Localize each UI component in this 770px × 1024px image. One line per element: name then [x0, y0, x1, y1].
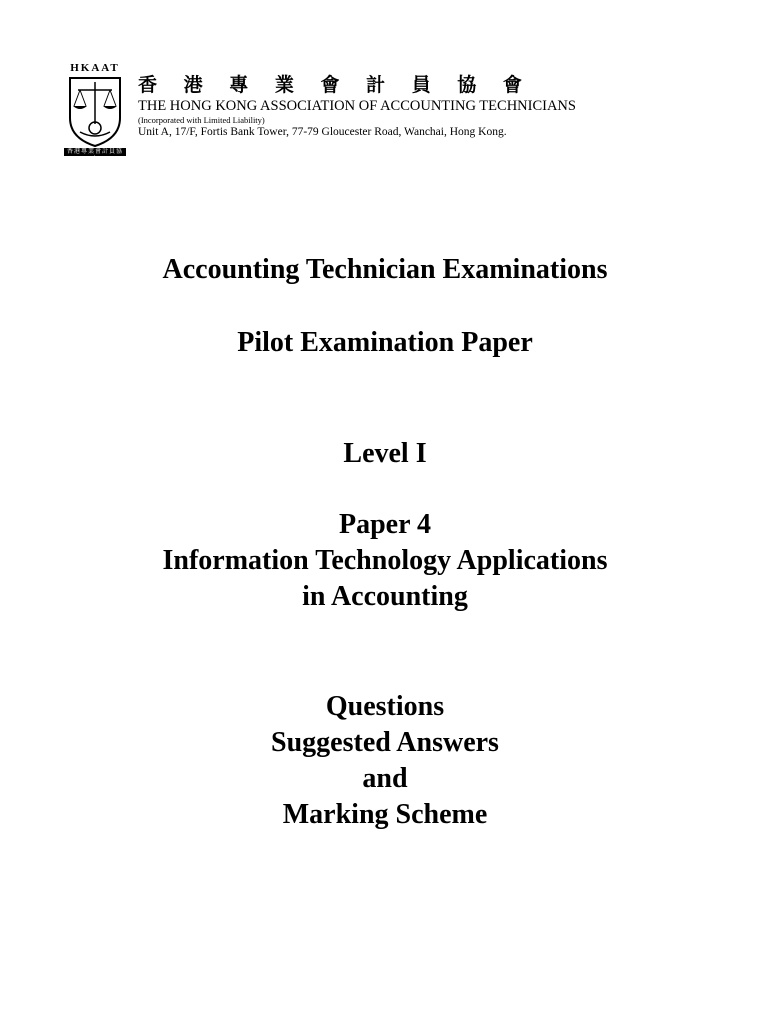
contents-line-3: and	[362, 763, 408, 794]
logo-text: HKAAT	[70, 62, 120, 74]
hkaat-logo	[64, 62, 128, 163]
organization-address: Unit A, 17/F, Fortis Bank Tower, 77-79 Gloucester Road, Wanchai, Hong Kong.	[138, 126, 507, 138]
subject-line-2: in Accounting	[302, 581, 468, 612]
organization-name-chinese: 香 港 專 業 會 計 員 協 會	[138, 74, 532, 96]
level-label: Level I	[343, 438, 427, 469]
organization-name-english: THE HONG KONG ASSOCIATION OF ACCOUNTING TECHNICIANS	[138, 98, 576, 114]
exam-title: Accounting Technician Examinations	[162, 254, 608, 285]
scales-crest-icon	[66, 74, 124, 148]
contents-line-2: Suggested Answers	[271, 727, 499, 758]
logo-stamp: 香港專業會計員協會	[64, 148, 126, 156]
subject-line-1: Information Technology Applications	[162, 545, 608, 576]
paper-type: Pilot Examination Paper	[237, 327, 533, 358]
contents-line-4: Marking Scheme	[282, 799, 488, 830]
incorporation-note: (Incorporated with Limited Liability)	[138, 115, 265, 125]
paper-number: Paper 4	[338, 509, 432, 540]
contents-line-1: Questions	[325, 691, 445, 722]
letterhead	[64, 62, 744, 162]
